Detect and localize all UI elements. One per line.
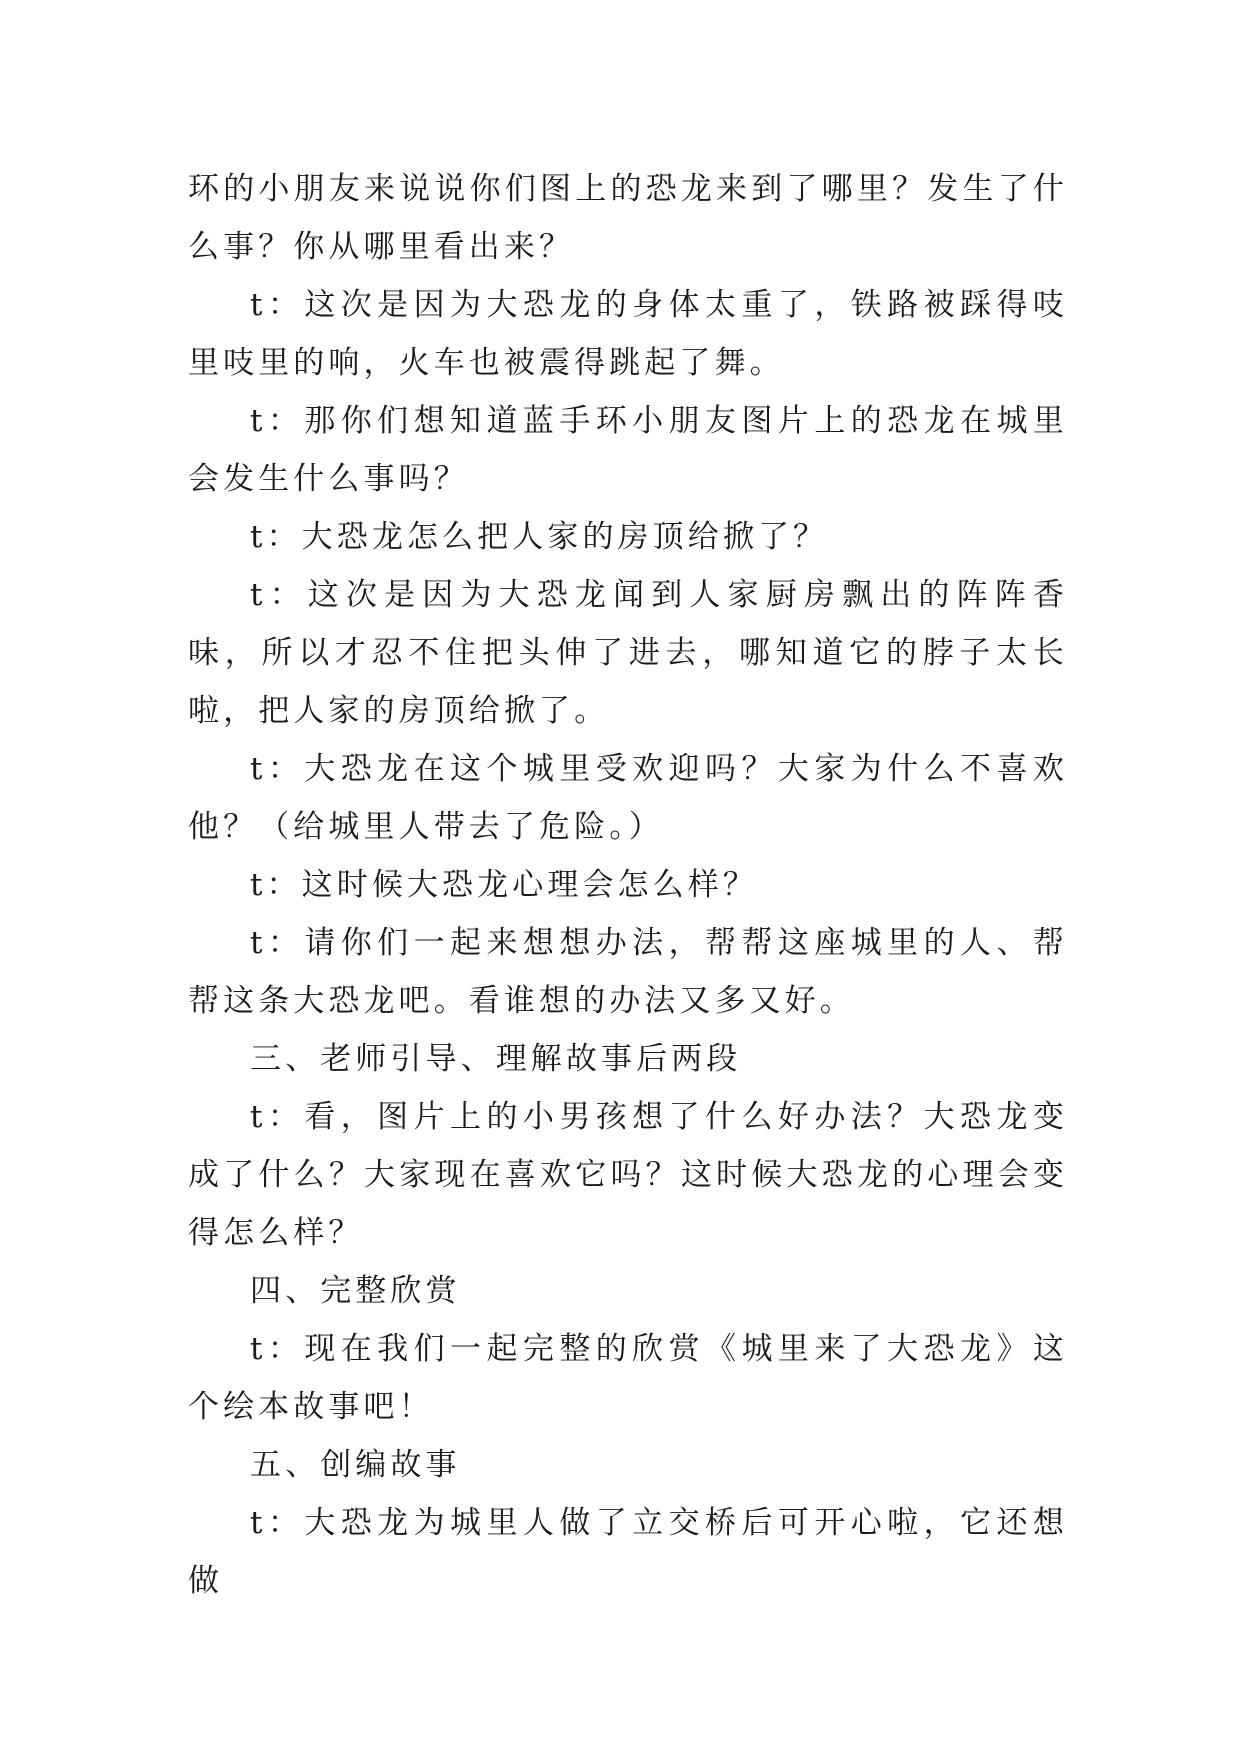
paragraph-10: t：看，图片上的小男孩想了什么好办法？大恐龙变成了什么？大家现在喜欢它吗？这时候大恐龙的心理会变得怎么样？ [188,1099,1068,1251]
paragraph-8: t：请你们一起来想想办法，帮帮这座城里的人、帮帮这条大恐龙吧。看谁想的办法又多又好。 [188,925,1068,1019]
section-heading-3: 三、老师引导、理解故事后两段 [250,1041,742,1077]
paragraph-4: t：大恐龙怎么把人家的房顶给掀了？ [250,519,829,555]
section-heading-5: 五、创编故事 [250,1447,461,1483]
paragraph-3: t：那你们想知道蓝手环小朋友图片上的恐龙在城里会发生什么事吗？ [188,403,1068,497]
paragraph-5: t：这次是因为大恐龙闻到人家厨房飘出的阵阵香味，所以才忍不住把头伸了进去，哪知道它的脖子太长啦，把人家的房顶给掀了。 [188,577,1068,729]
paragraph-1: 环的小朋友来说说你们图上的恐龙来到了哪里？发生了什么事？你从哪里看出来？ [188,171,1068,265]
paragraph-12: t：现在我们一起完整的欣赏《城里来了大恐龙》这个绘本故事吧！ [188,1331,1068,1425]
paragraph-14: t：大恐龙为城里人做了立交桥后可开心啦，它还想做 [188,1505,1068,1599]
paragraph-2: t：这次是因为大恐龙的身体太重了，铁路被踩得吱里吱里的响，火车也被震得跳起了舞。 [188,287,1068,381]
paragraph-6: t：大恐龙在这个城里受欢迎吗？大家为什么不喜欢他？（给城里人带去了危险。） [188,751,1068,845]
section-heading-4: 四、完整欣赏 [250,1273,461,1309]
paragraph-7: t：这时候大恐龙心理会怎么样？ [250,867,758,903]
document-body [188,160,1068,1610]
